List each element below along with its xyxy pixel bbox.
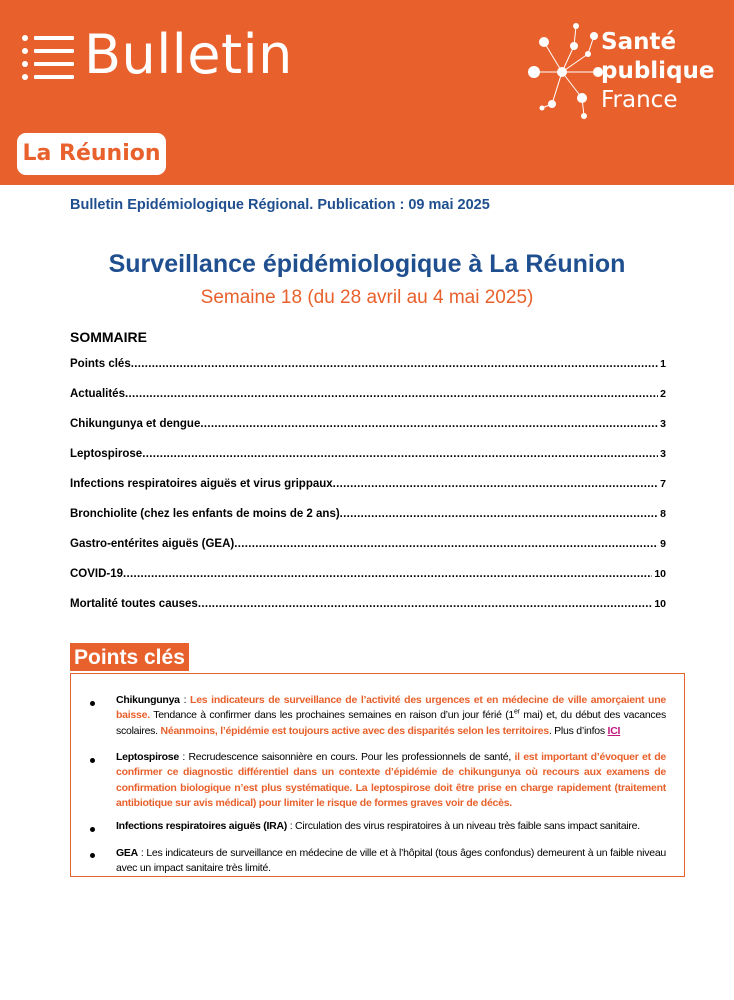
point-highlight: Les indicateurs de surveillance de l’activité des urgences et en médecine de ville amorçaient une baisse.	[116, 694, 666, 722]
point-label: Infections respiratoires aiguës (IRA)	[116, 820, 288, 832]
point-text: : Les indicateurs de surveillance en médecine de ville et à l’hôpital (tous âges confondus) demeurent à un faible niveau avec un impact sanitaire très limité.	[116, 847, 666, 875]
toc-entry-page: 10	[654, 568, 666, 580]
toc-entry-covid[interactable]	[70, 568, 666, 598]
point-highlight: il est important d’évoquer et de confirmer ce diagnostic différentiel dans un contexte d’épidémie de chikungunya où recours aux examens de confirmation biologique n’est plus systématique.	[116, 751, 666, 794]
toc-leader-dots	[200, 418, 658, 430]
toc-leader-dots	[234, 538, 658, 550]
point-leptospirose	[116, 750, 666, 811]
toc-entry-points-cles[interactable]	[70, 358, 666, 388]
logo-line-2: publique	[601, 58, 715, 84]
point-text: mai) et, du début des vacances scolaires.	[116, 709, 666, 737]
toc-entry-title: Leptospirose	[70, 448, 143, 460]
sommaire-heading: SOMMAIRE	[70, 329, 147, 345]
point-ira	[116, 819, 666, 834]
toc-entry-title: Mortalité toutes causes	[70, 598, 198, 610]
toc-entry-leptospirose[interactable]	[70, 448, 666, 478]
point-label: GEA	[116, 847, 139, 859]
page-subtitle: Semaine 18 (du 28 avril au 4 mai 2025)	[200, 287, 534, 308]
region-tab	[17, 133, 166, 175]
point-highlight: La leptospirose doit être prise en charge rapidement (traitement antibiotique sur avis médical) pour limiter le risque de formes graves voir de décès.	[116, 781, 666, 809]
toc-entry-title: COVID-19	[70, 568, 124, 580]
region-label: La Réunion	[22, 141, 161, 166]
bullet-icon	[90, 701, 95, 706]
points-cles-heading: Points clés	[70, 643, 189, 671]
toc-entry-title: Gastro-entérites aiguës (GEA)	[70, 538, 235, 550]
bullet-icon	[90, 758, 95, 763]
toc-entry-title: Bronchiolite (chez les enfants de moins de 2 ans)	[70, 508, 340, 520]
toc-leader-dots	[198, 598, 652, 610]
point-chikungunya	[116, 693, 666, 739]
point-text: : Recrudescence saisonnière en cours. Pour les professionnels de santé,	[178, 751, 515, 763]
toc-entry-actualites[interactable]	[70, 388, 666, 418]
toc-entry-title: Points clés	[70, 358, 131, 370]
point-highlight: Néanmoins, l’épidémie est toujours active avec des disparités selon les territoires	[160, 724, 549, 737]
toc-entry-title: Actualités	[70, 388, 125, 400]
bulletin-title: Bulletin	[84, 23, 293, 86]
toc-entry-page: 1	[660, 358, 666, 370]
toc-leader-dots	[131, 358, 658, 370]
point-label: Chikungunya	[116, 694, 180, 706]
point-text: . Plus d’infos	[548, 724, 608, 737]
point-label: Leptospirose	[116, 751, 179, 763]
logo-text	[601, 28, 715, 115]
point-text: :	[179, 694, 191, 706]
toc-entry-gea[interactable]	[70, 538, 666, 568]
point-text: Tendance à confirmer dans les prochaines semaines en raison d’un jour férié (1	[149, 709, 515, 722]
toc-entry-page: 7	[660, 478, 666, 490]
table-of-contents	[70, 358, 666, 628]
toc-entry-page: 2	[660, 388, 666, 400]
toc-leader-dots	[125, 388, 658, 400]
toc-entry-page: 9	[660, 538, 666, 550]
points-cles-box	[70, 673, 685, 877]
bullet-icon	[90, 827, 95, 832]
toc-entry-page: 3	[660, 448, 666, 460]
logo-line-3: France	[601, 87, 678, 113]
bullet-icon	[90, 853, 95, 858]
menu-lines-icon	[22, 34, 76, 80]
toc-entry-bronchiolite[interactable]	[70, 508, 666, 538]
toc-entry-ira[interactable]	[70, 478, 666, 508]
toc-entry-mortalite[interactable]	[70, 598, 666, 628]
toc-leader-dots	[340, 508, 658, 520]
superscript: er	[514, 708, 520, 716]
more-info-link[interactable]: ICI	[607, 724, 621, 737]
page-title: Surveillance épidémiologique à La Réunion	[108, 250, 626, 278]
toc-leader-dots	[142, 448, 658, 460]
toc-entry-title: Chikungunya et dengue	[70, 418, 201, 430]
toc-leader-dots	[333, 478, 658, 490]
toc-leader-dots	[123, 568, 652, 580]
toc-entry-page: 8	[660, 508, 666, 520]
toc-entry-page: 3	[660, 418, 666, 430]
point-text: : Circulation des virus respiratoires à un niveau très faible sans impact sanitaire.	[287, 820, 640, 832]
toc-entry-chikungunya[interactable]	[70, 418, 666, 448]
publication-line: Bulletin Epidémiologique Régional. Publication : 09 mai 2025	[70, 197, 490, 213]
point-gea	[116, 846, 666, 877]
toc-entry-page: 10	[654, 598, 666, 610]
logo-line-1: Santé	[601, 29, 677, 55]
header-banner	[0, 0, 734, 185]
toc-entry-title: Infections respiratoires aiguës et virus grippaux	[70, 478, 333, 490]
